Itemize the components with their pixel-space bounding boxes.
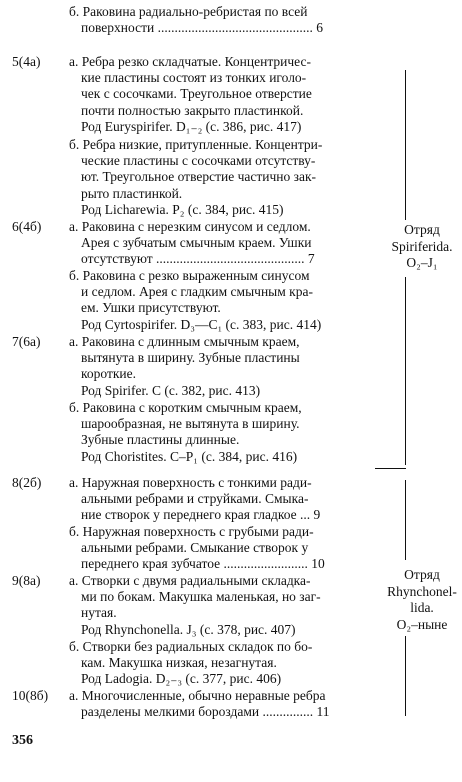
key-entry bbox=[69, 475, 369, 524]
entry-line: альными ребрами и струйками. Смыка- bbox=[81, 491, 309, 507]
order-label-rhynchonellida bbox=[385, 567, 459, 633]
order-divider bbox=[375, 468, 406, 469]
entry-line: а. Раковина с длинным смычным краем, bbox=[69, 334, 300, 349]
entry-line: ем. Ушки присутствуют. bbox=[81, 300, 221, 316]
genus-line: Род Choristites. C–P₁ (с. 384, рис. 416) bbox=[81, 448, 298, 464]
key-entry bbox=[69, 639, 369, 688]
order-bracket-line bbox=[405, 70, 406, 220]
order-label-line: Rhynchonel- bbox=[387, 583, 457, 599]
couplet-number: 8(2б) bbox=[12, 475, 42, 490]
order-label-line: Отряд bbox=[404, 222, 440, 237]
genus-line: Род Cyrtospirifer. D₃—C₁ (с. 383, рис. 414) bbox=[81, 316, 322, 332]
entry-line: и седлом. Арея с гладким смычным кра- bbox=[81, 284, 313, 300]
key-entry bbox=[69, 54, 369, 135]
entry-line: поверхности .............................................. 6 bbox=[81, 20, 323, 36]
entry-line: а. Раковина с нерезким синусом и седлом. bbox=[69, 219, 311, 234]
order-label-line: O₂–J₁ bbox=[406, 255, 438, 270]
entry-line: рыто пластинкой. bbox=[81, 185, 183, 201]
entry-line: б. Раковина с резко выраженным синусом bbox=[69, 268, 310, 283]
key-entry bbox=[69, 137, 369, 218]
order-label-line: Spiriferida. bbox=[391, 238, 453, 254]
entry-line: Зубные пластины длинные. bbox=[81, 432, 240, 448]
order-label-line: lida. bbox=[410, 600, 434, 615]
entry-line: а. Ребра резко складчатые. Концентричес- bbox=[69, 54, 311, 69]
entry-line: ми по бокам. Макушка маленькая, но заг- bbox=[81, 589, 321, 605]
entry-line: кам. Макушка низкая, незагнутая. bbox=[81, 655, 277, 671]
entry-line: Арея с зубчатым смычным краем. Ушки bbox=[81, 235, 312, 251]
couplet-number: 6(4б) bbox=[12, 219, 42, 234]
entry-line: б. Створки без радиальных складок по бо- bbox=[69, 639, 313, 654]
key-entry bbox=[69, 4, 369, 36]
genus-line: Род Ladogia. D₂₋₃ (с. 377, рис. 406) bbox=[81, 671, 282, 687]
entry-line: ние створок у переднего края гладкое ... 9 bbox=[81, 507, 321, 523]
key-entry bbox=[69, 334, 369, 399]
key-entry bbox=[69, 573, 369, 638]
genus-line: Род Spirifer. C (с. 382, рис. 413) bbox=[81, 382, 261, 398]
entry-line: б. Наружная поверхность с грубыми ради- bbox=[69, 524, 314, 539]
genus-line: Род Rhynchonella. J₃ (с. 378, рис. 407) bbox=[81, 621, 296, 637]
order-bracket-line bbox=[405, 636, 406, 716]
couplet-number: 5(4а) bbox=[12, 54, 41, 69]
key-entry bbox=[69, 524, 369, 573]
genus-line: Род Licharewia. P₂ (с. 384, рис. 415) bbox=[81, 201, 284, 217]
entry-line: разделены мелкими бороздами ............... 11 bbox=[81, 704, 330, 720]
entry-line: б. Раковина радиально-ребристая по всей bbox=[69, 4, 308, 19]
entry-line: а. Створки с двумя радиальными складка- bbox=[69, 573, 311, 588]
entry-line: а. Многочисленные, обычно неравные ребра bbox=[69, 688, 326, 703]
entry-line: чек с сосочками. Треугольное отверстие bbox=[81, 86, 312, 102]
entry-line: альными ребрами. Смыкание створок у bbox=[81, 540, 309, 556]
entry-line: переднего края зубчатое ......................... 10 bbox=[81, 556, 325, 572]
key-entry bbox=[69, 400, 369, 465]
entry-line: ческие пластины с сосочками отсутству- bbox=[81, 153, 316, 169]
entry-line: короткие. bbox=[81, 366, 136, 382]
entry-line: отсутствуют ............................................ 7 bbox=[81, 251, 315, 267]
order-label-line: Отряд bbox=[404, 567, 440, 582]
entry-line: а. Наружная поверхность с тонкими ради- bbox=[69, 475, 312, 490]
entry-line: б. Ребра низкие, притупленные. Концентри- bbox=[69, 137, 323, 152]
entry-line: шарообразная, не вытянута в ширину. bbox=[81, 416, 300, 432]
couplet-number: 10(8б) bbox=[12, 688, 49, 703]
key-entry bbox=[69, 219, 369, 268]
order-label-line: O₂–ныне bbox=[396, 616, 448, 632]
entry-line: ют. Треугольное отверстие частично зак- bbox=[81, 169, 317, 185]
entry-line: почти полностью закрыто пластинкой. bbox=[81, 102, 304, 118]
key-entry bbox=[69, 688, 369, 720]
entry-line: вытянута в ширину. Зубные пластины bbox=[81, 350, 300, 366]
entry-line: б. Раковина с коротким смычным краем, bbox=[69, 400, 302, 415]
order-bracket-line bbox=[405, 480, 406, 560]
genus-line: Род Euryspirifer. D₁₋₂ (с. 386, рис. 417) bbox=[81, 118, 302, 134]
key-entry bbox=[69, 268, 369, 333]
order-bracket-line bbox=[405, 277, 406, 465]
order-label-spiriferida bbox=[385, 222, 459, 272]
entry-line: кие пластины состоят из тонких иголо- bbox=[81, 70, 307, 86]
page-number: 356 bbox=[12, 733, 33, 748]
couplet-number: 7(6а) bbox=[12, 334, 41, 349]
entry-line: нутая. bbox=[81, 605, 117, 621]
couplet-number: 9(8а) bbox=[12, 573, 41, 588]
